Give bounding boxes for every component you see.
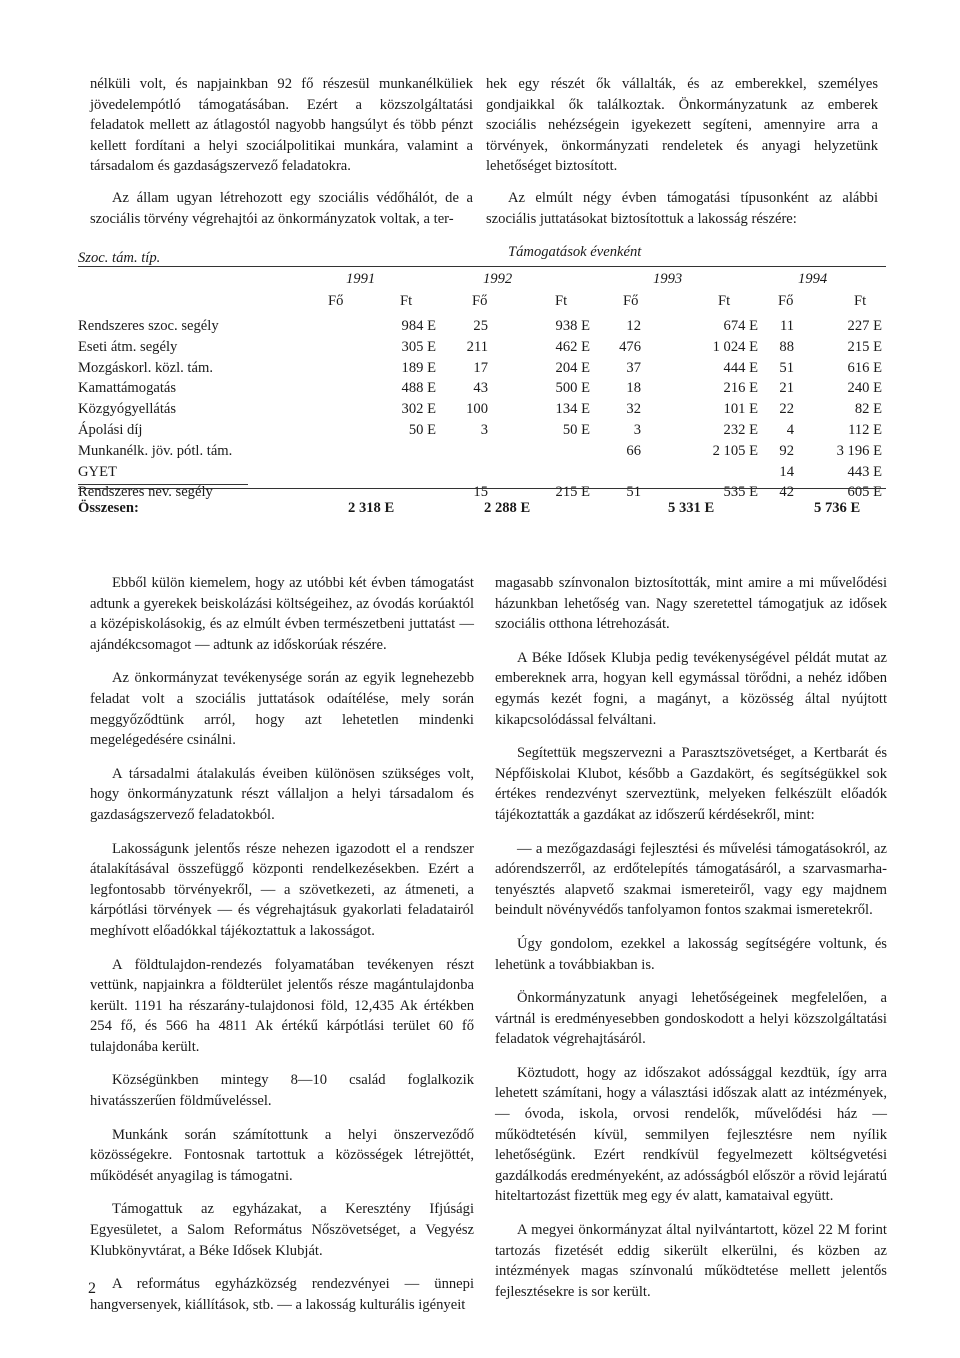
table-cell: 25 (473, 318, 488, 334)
table-cell: 43 (473, 380, 488, 397)
table-cell: 938 E (555, 318, 590, 334)
table-cell: 305 E (401, 338, 436, 355)
bottom-left-column (90, 573, 474, 1315)
table-cell: 82 E (854, 401, 882, 418)
table-cell: 3 (633, 422, 641, 438)
table-row-label: GYET (78, 463, 117, 480)
table-cell: 215 E (847, 338, 882, 355)
paragraph: Önkormányzatunk anyagi lehetőségeinek megfelelően, a vártnál is eredményesebben gondoskodott a helyi közszolgáltatási feladatok végrehajtásáról. (495, 990, 887, 1048)
table-cell: 189 E (401, 359, 436, 376)
paragraph: A Béke Idősek Klubja pedig tevékenységével példát mutat az embereknek arra, hogyan kell egymással törődni, a nehéz időben egymás kezét fogni, a magányt, a közösség által nyújtott kikapcsolódással felváltani. (495, 649, 887, 728)
year-header: 1992 (483, 271, 513, 287)
table-cell: 227 E (847, 318, 882, 334)
table-cell: 22 (779, 401, 794, 418)
paragraph: Ebből külön kiemelem, hogy az utóbbi két évben támogatást adtunk a gyerekek beiskolázási költségeihez, az óvodás korúaktól a középiskolásokig, és az elmúlt évben természetbeni juttatást — ajándékcsomagot — adtunk az időskorúak részére. (90, 575, 474, 653)
table-cell: 100 (466, 401, 488, 418)
year-header: 1994 (798, 271, 828, 287)
table-cell: 50 E (408, 422, 436, 438)
table-cell: 500 E (555, 380, 590, 397)
table-cell: 605 E (847, 484, 882, 501)
col-header-fo: Fő (778, 293, 794, 309)
table-cell: 535 E (723, 484, 758, 501)
paragraph: Községünkben mintegy 8—10 család foglalkozik hivatásszerűen földműveléssel. (90, 1072, 474, 1110)
top-left-column (90, 74, 473, 229)
bottom-right-column (495, 573, 887, 1302)
col-header-fo: Fő (328, 293, 344, 309)
table-cell: 240 E (847, 380, 882, 397)
table-cell: 302 E (401, 401, 436, 418)
page-number: 2 (88, 1280, 96, 1297)
table-cell: 14 (779, 463, 794, 480)
table-cell: 42 (779, 484, 794, 501)
table-cell: 50 E (562, 422, 590, 438)
paragraph: Az elmúlt négy évben támogatási típusonként az alábbi szociális juttatásokat biztosítottuk a lakosság részére: (486, 189, 878, 227)
top-right-column (486, 74, 878, 229)
paragraph: hek egy részét ők vállalták, és az emberekkel, személyes gondjaikkal ők találkoztak. Önkormányzatunk az emberek szociális nehézségein igyekezett segíteni, amennyire arra a törvények, önkormányzati rendeletek és anyagi helyzetünk lehetőséget biztosított. (486, 76, 878, 175)
col-header-ft: Ft (718, 293, 731, 309)
table-cell: 15 (473, 484, 488, 501)
table-cell: 2 105 E (712, 442, 758, 459)
table-cell: 216 E (723, 380, 758, 397)
group-header: Támogatások évenként (508, 244, 642, 260)
paragraph: A megyei önkormányzat által nyilvántartott, közel 22 M forint tartozás fizetését eddig sikerült elkerülni, és közben az intézmények magas színvonalú működtetése mellett jelentős fejlesztésekre is sor került. (495, 1222, 887, 1300)
table-cell: 1 024 E (712, 338, 758, 355)
paragraph: A társadalmi átalakulás éveiben különösen szükséges volt, hogy önkormányzatunk részt vállaljon a helyi társadalom és gazdaságszervező feladatokból. (90, 765, 474, 823)
table-cell: 92 (779, 442, 794, 459)
table-cell: 88 (779, 338, 794, 355)
col-header-fo: Fő (623, 293, 639, 309)
table-cell: 18 (626, 380, 641, 397)
table-cell: 674 E (723, 318, 758, 334)
table-row-label: Eseti átm. segély (78, 338, 178, 355)
table-cell: 443 E (847, 463, 882, 480)
table-cell: 51 (779, 359, 794, 376)
table-cell: 17 (473, 359, 488, 376)
table-cell: 204 E (555, 359, 590, 376)
table-row-label: Közgyógyellátás (78, 401, 177, 418)
paragraph: Az állam ugyan létrehozott egy szociális védőhálót, de a szociális törvény végrehajtói az önkormányzatok voltak, a ter- (90, 189, 473, 227)
table-cell: 3 196 E (836, 442, 882, 459)
paragraph: Munkánk során számítottunk a helyi önszerveződő közösségekre. Fontosnak tartottuk a közösségek létrejöttét, működését anyagilag is támogatni. (90, 1126, 474, 1184)
table-cell: 112 E (848, 422, 882, 438)
table-cell: 211 (466, 338, 488, 355)
table-cell: 101 E (723, 401, 758, 418)
table-row-label: Munkanélk. jöv. pótl. tám. (78, 442, 233, 459)
table-cell: 21 (779, 380, 794, 397)
table-cell: 444 E (723, 359, 758, 376)
table-cell: 12 (626, 318, 641, 334)
total-label: Összesen: (78, 500, 139, 516)
table-cell: 37 (626, 359, 641, 376)
paragraph: nélküli volt, és napjainkban 92 fő részesül munkanélküliek jövedelempótló támogatásában. Ezért a közszolgáltatási feladatok mellett az átlagostól nagyobb hangsúlyt és több pénzt kellett fordítani a helyi szociálpolitikai munkára, valamint a társadalom és gazdaságszervező feladatokra. (90, 76, 473, 175)
paragraph: — a mezőgazdasági fejlesztési és művelési támogatásokról, az adórendszerről, az erdőtelepítés támogatásáról, a szarvasmarha-tenyésztés alapvető szakmai ismereteiről, vagy egy majdnem beindult növényvédős tanfolyamon fontos szakmai ismeretekről. (495, 840, 887, 919)
support-table (78, 244, 886, 524)
paragraph: Az önkormányzat tevékenysége során az egyik legnehezebb feladat volt a szociális juttatások odaítélése, mely során meggyőződtünk arról, hogy azt lehetetlen mindenki megelégedésére csinálni. (90, 670, 474, 749)
table-cell: 3 (480, 422, 488, 438)
paragraph: Köztudott, hogy az időszakot adóssággal kezdtük, így arra lehetett számítani, hogy a választási időszak alatt az intézmények, — óvoda, iskola, orvosi rendelők, művelődési ház — működtetésén kívül, semmilyen fejlesztésre nem nyílik lehetőségünk. Ezért rendkívül fegyelmezett költségvetési gazdálkodás eredményeként, az adósságból először a rövid lejáratú hiteltartozást fizettük meg egy év alatt, kamataival együtt. (495, 1064, 887, 1205)
table-cell: 51 (626, 484, 641, 501)
year-header: 1993 (653, 271, 683, 287)
total-value: 2 318 E (348, 500, 395, 516)
col-header-ft: Ft (555, 293, 568, 309)
table-row-label: Rendszeres szoc. segély (78, 318, 219, 334)
paragraph: magasabb színvonalon biztosították, mint amire a mi művelődési házunkban lehetőség van. Nagy szeretettel támogatjuk az idősek szociális otthona létrehozását. (495, 575, 887, 633)
total-value: 2 288 E (484, 500, 531, 516)
total-value: 5 331 E (668, 500, 715, 516)
table-cell: 616 E (847, 359, 882, 376)
table-cell: 11 (779, 318, 794, 334)
table-cell: 984 E (401, 318, 436, 334)
table-row-label: Rendszeres nev. segély (78, 484, 213, 501)
year-header: 1991 (346, 271, 376, 287)
table-cell: 476 (619, 338, 641, 355)
col-header-fo: Fő (472, 293, 488, 309)
row-header: Szoc. tám. típ. (78, 250, 161, 266)
paragraph: Segítettük megszervezni a Parasztszövetséget, a Kertbarát és Népfőiskolai Klubot, később a Gazdakört, és segítségükkel sok értékes rendezvényt szerveztünk, melyeken felkészült előadók tájékoztatták a gazdákat az időszerű kérdésekről, mint: (495, 745, 887, 823)
table-cell: 32 (626, 401, 641, 418)
paragraph: Úgy gondolom, ezekkel a lakosság segítségére voltunk, és lehetünk a továbbiakban is. (495, 935, 887, 973)
table-cell: 66 (626, 442, 641, 459)
paragraph: A református egyházközség rendezvényei — ünnepi hangversenyek, kiállítások, stb. — a lakosság kulturális igényeit (90, 1276, 474, 1313)
paragraph: Lakosságunk jelentős része nehezen igazodott el a rendszer átalakításával összefüggő központi rendelkezésekben. Ezért a legfontosabb törvényekről, — a szövetkezeti, az átmeneti, a kárpótlási törvények — és végrehajtásuk gyakorlati feladatairól meghívott előadókkal tájékoztattuk a lakosságot. (90, 840, 474, 939)
table-row-label: Kamattámogatás (78, 380, 177, 397)
total-value: 5 736 E (814, 500, 861, 516)
table-row-label: Mozgáskorl. közl. tám. (78, 359, 213, 376)
table-row-label: Ápolási díj (78, 422, 143, 438)
col-header-ft: Ft (400, 293, 413, 309)
table-cell: 134 E (555, 401, 590, 418)
table-cell: 462 E (555, 338, 590, 355)
table-cell: 488 E (401, 380, 436, 397)
table-cell: 215 E (555, 484, 590, 501)
table-cell: 232 E (723, 422, 758, 438)
col-header-ft: Ft (854, 293, 867, 309)
table-cell: 4 (786, 422, 794, 438)
paragraph: Támogattuk az egyházakat, a Keresztény Ifjúsági Egyesületet, a Salom Református Nőszövetséget, a Vegyész Klubkönyvtárat, a Béke Idősek Klubját. (90, 1201, 474, 1259)
paragraph: A földtulajdon-rendezés folyamatában tevékenyen részt vettünk, napjainkra a földterület jelentős része magántulajdonba került. 1191 ha részarány-tulajdonosi föld, 12,435 Ak értékben 254 fő, és 566 ha 4811 Ak értékű kárpótlási terület 60 fő tulajdonába került. (90, 956, 474, 1055)
